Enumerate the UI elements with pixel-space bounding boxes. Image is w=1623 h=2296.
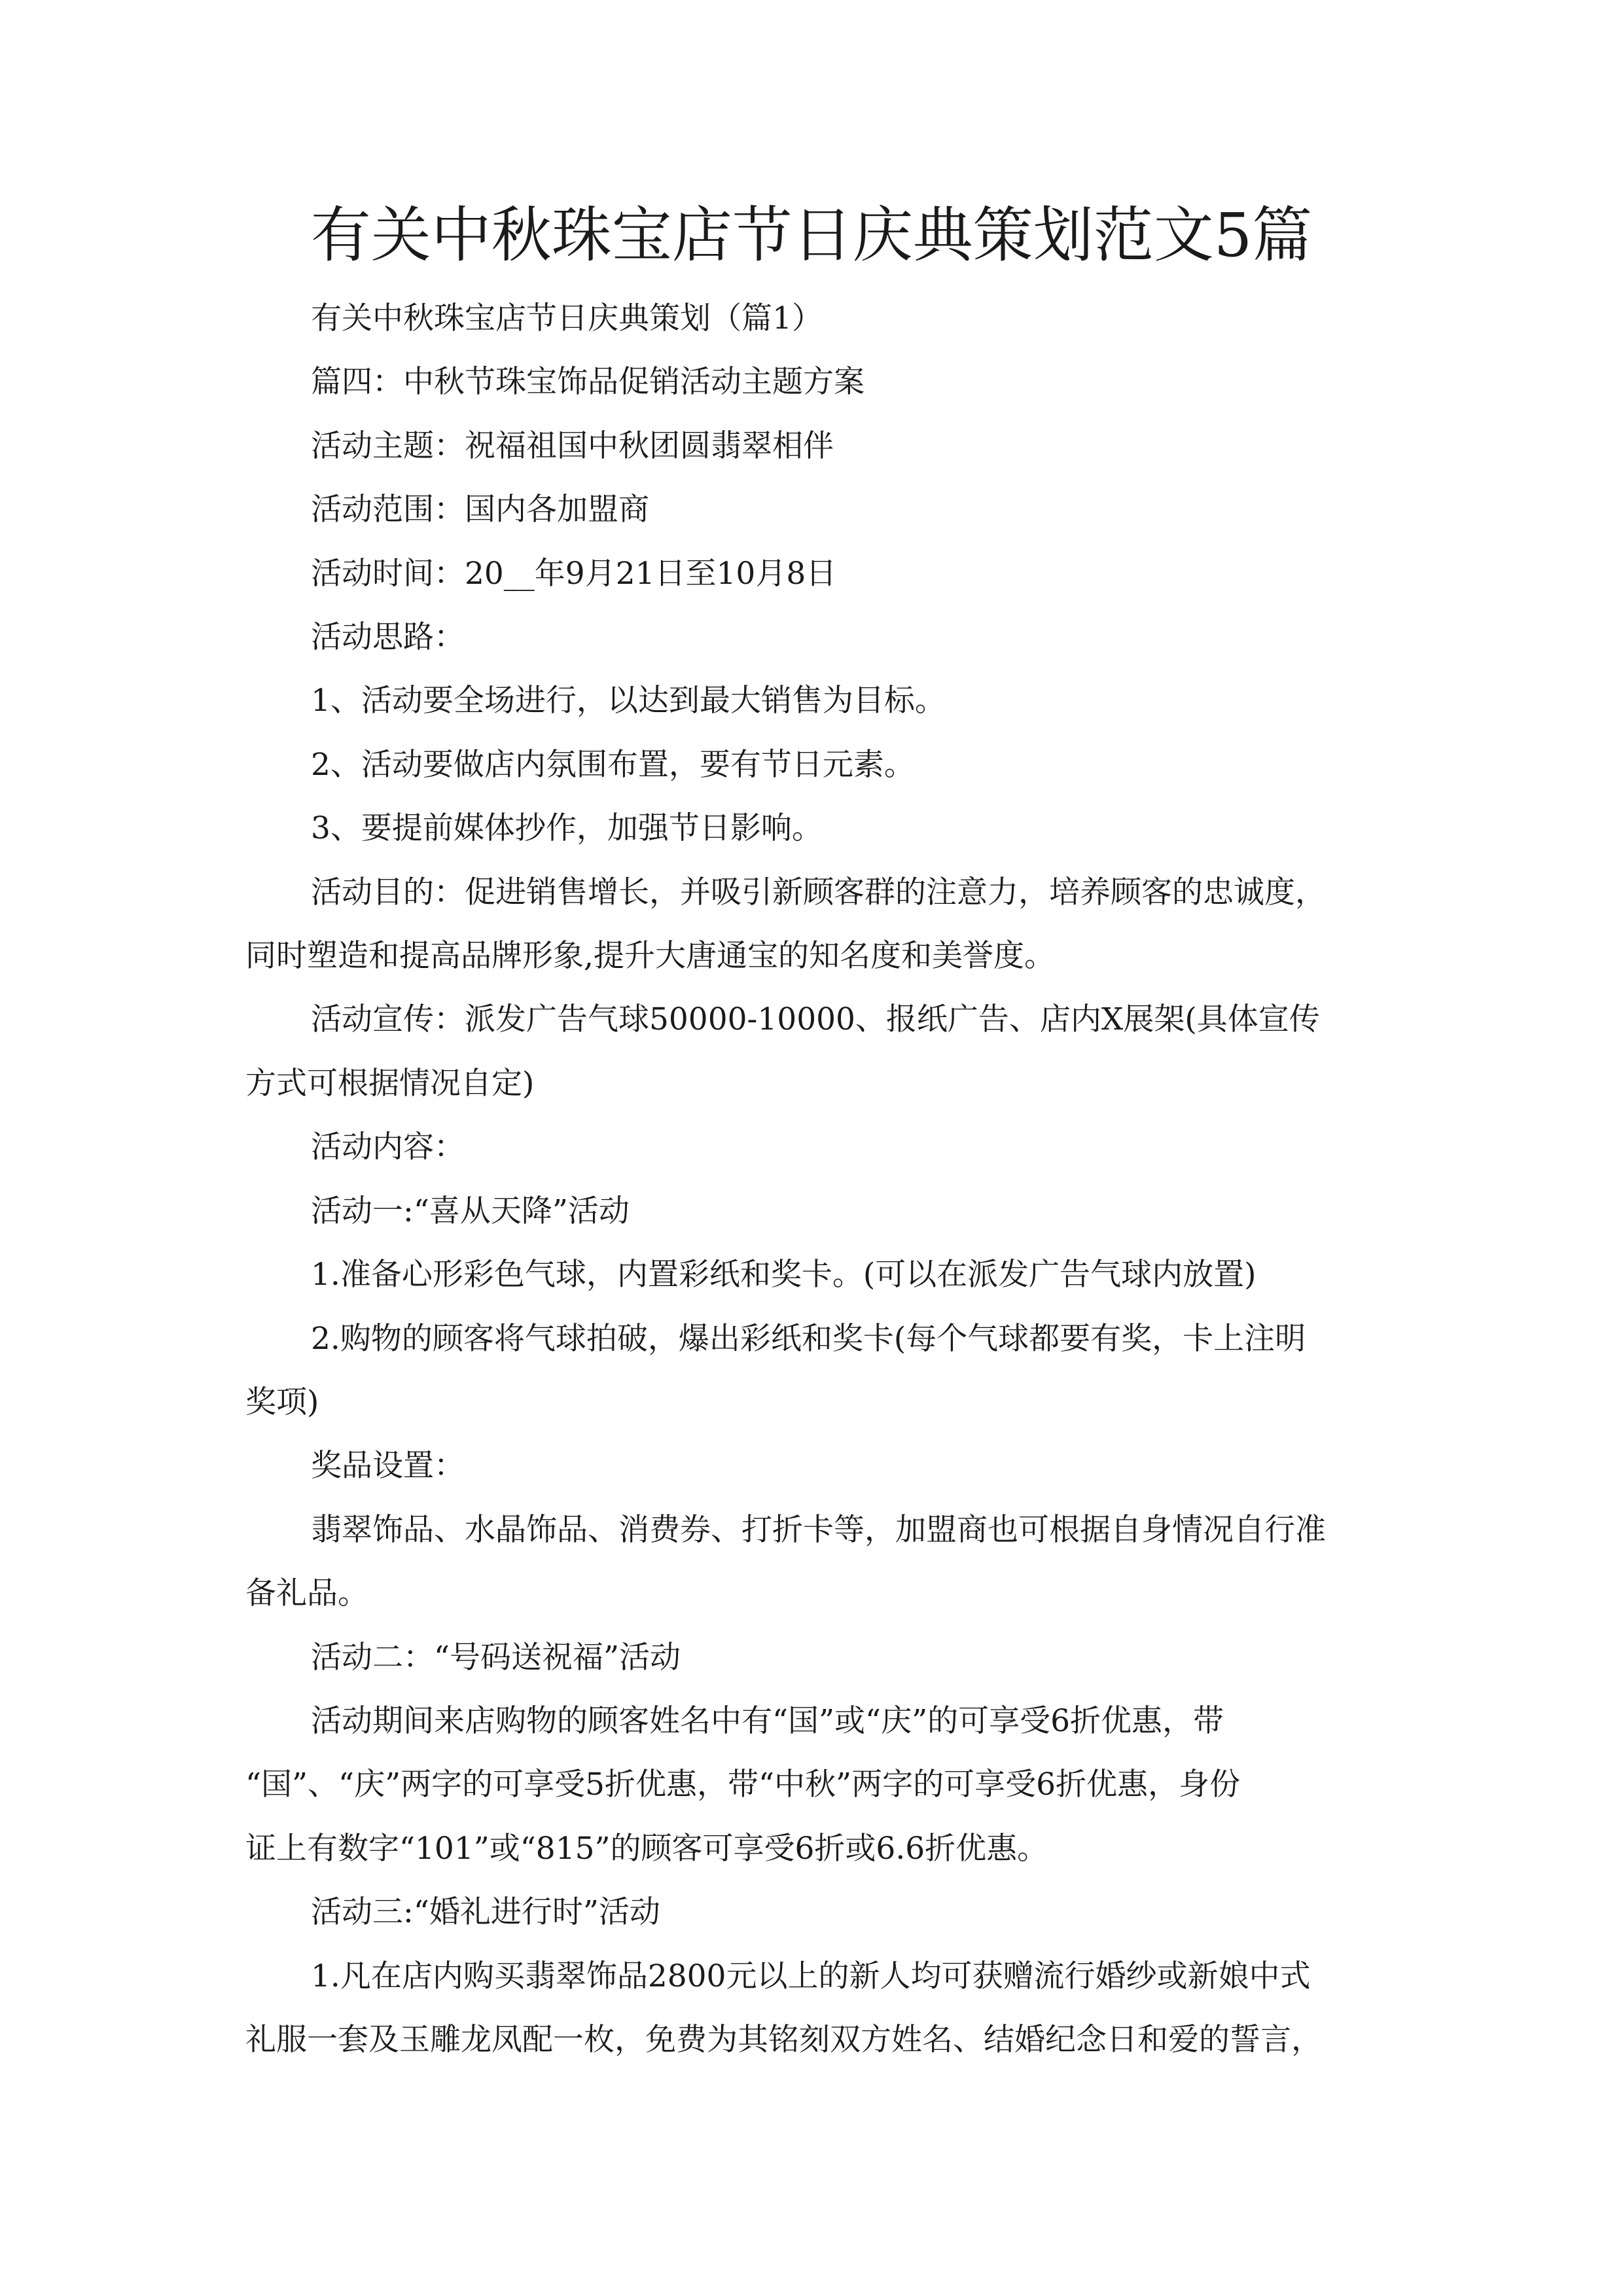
paragraph-line: 1、活动要全场进行，以达到最大销售为目标。 bbox=[311, 683, 946, 719]
paragraph-line: 1.准备心形彩色气球，内置彩纸和奖卡。(可以在派发广告气球内放置) bbox=[311, 1257, 1257, 1293]
paragraph-line: 有关中秋珠宝店节日庆典策划（篇1） bbox=[311, 300, 823, 336]
paragraph-line: 篇四：中秋节珠宝饰品促销活动主题方案 bbox=[311, 364, 865, 401]
paragraph-line: 奖项) bbox=[245, 1384, 319, 1420]
paragraph-line: 证上有数字“101”或“815”的顾客可享受6折或6.6折优惠。 bbox=[245, 1830, 1048, 1867]
paragraph-line: 活动范围：国内各加盟商 bbox=[311, 492, 649, 528]
paragraph-line: 2、活动要做店内氛围布置，要有节日元素。 bbox=[311, 746, 915, 783]
paragraph-line: 同时塑造和提高品牌形象,提升大唐通宝的知名度和美誉度。 bbox=[245, 938, 1055, 975]
paragraph-line: 活动期间来店购物的顾客姓名中有“国”或“庆”的可享受6折优惠，带 bbox=[311, 1702, 1224, 1739]
paragraph-line: 方式可根据情况自定) bbox=[245, 1065, 535, 1102]
page-title: 有关中秋珠宝店节日庆典策划范文5篇 bbox=[310, 200, 1313, 270]
paragraph-line: 活动目的：促进销售增长，并吸引新顾客群的注意力，培养顾客的忠诚度， bbox=[311, 874, 1326, 910]
paragraph-line: 活动二：“号码送祝福”活动 bbox=[311, 1639, 681, 1676]
paragraph-line: 备礼品。 bbox=[245, 1575, 368, 1612]
paragraph-line: 奖品设置： bbox=[311, 1448, 465, 1484]
paragraph-line: 3、要提前媒体抄作，加强节日影响。 bbox=[311, 810, 823, 847]
paragraph-line: 礼服一套及玉雕龙凤配一枚，免费为其铭刻双方姓名、结婚纪念日和爱的誓言， bbox=[245, 2021, 1322, 2058]
paragraph-line: 活动主题：祝福祖国中秋团圆翡翠相伴 bbox=[311, 427, 834, 464]
paragraph-line: “国”、“庆”两字的可享受5折优惠，带“中秋”两字的可享受6折优惠，身份 bbox=[245, 1767, 1240, 1803]
document-body bbox=[245, 287, 1394, 2072]
paragraph-line: 活动内容： bbox=[311, 1129, 465, 1166]
paragraph-line: 活动思路： bbox=[311, 619, 465, 656]
paragraph-line: 1.凡在店内购买翡翠饰品2800元以上的新人均可获赠流行婚纱或新娘中式 bbox=[311, 1958, 1311, 1994]
paragraph-line: 2.购物的顾客将气球拍破，爆出彩纸和奖卡(每个气球都要有奖，卡上注明 bbox=[311, 1320, 1306, 1357]
paragraph-line: 活动一:“喜从天降”活动 bbox=[311, 1193, 630, 1229]
paragraph-line: 活动时间：20__年9月21日至10月8日 bbox=[311, 555, 837, 592]
paragraph-line: 活动三:“婚礼进行时”活动 bbox=[311, 1894, 660, 1931]
paragraph-line: 活动宣传：派发广告气球50000-10000、报纸广告、店内X展架(具体宣传 bbox=[311, 1001, 1320, 1038]
paragraph-line: 翡翠饰品、水晶饰品、消费券、打折卡等，加盟商也可根据自身情况自行准 bbox=[311, 1511, 1326, 1548]
